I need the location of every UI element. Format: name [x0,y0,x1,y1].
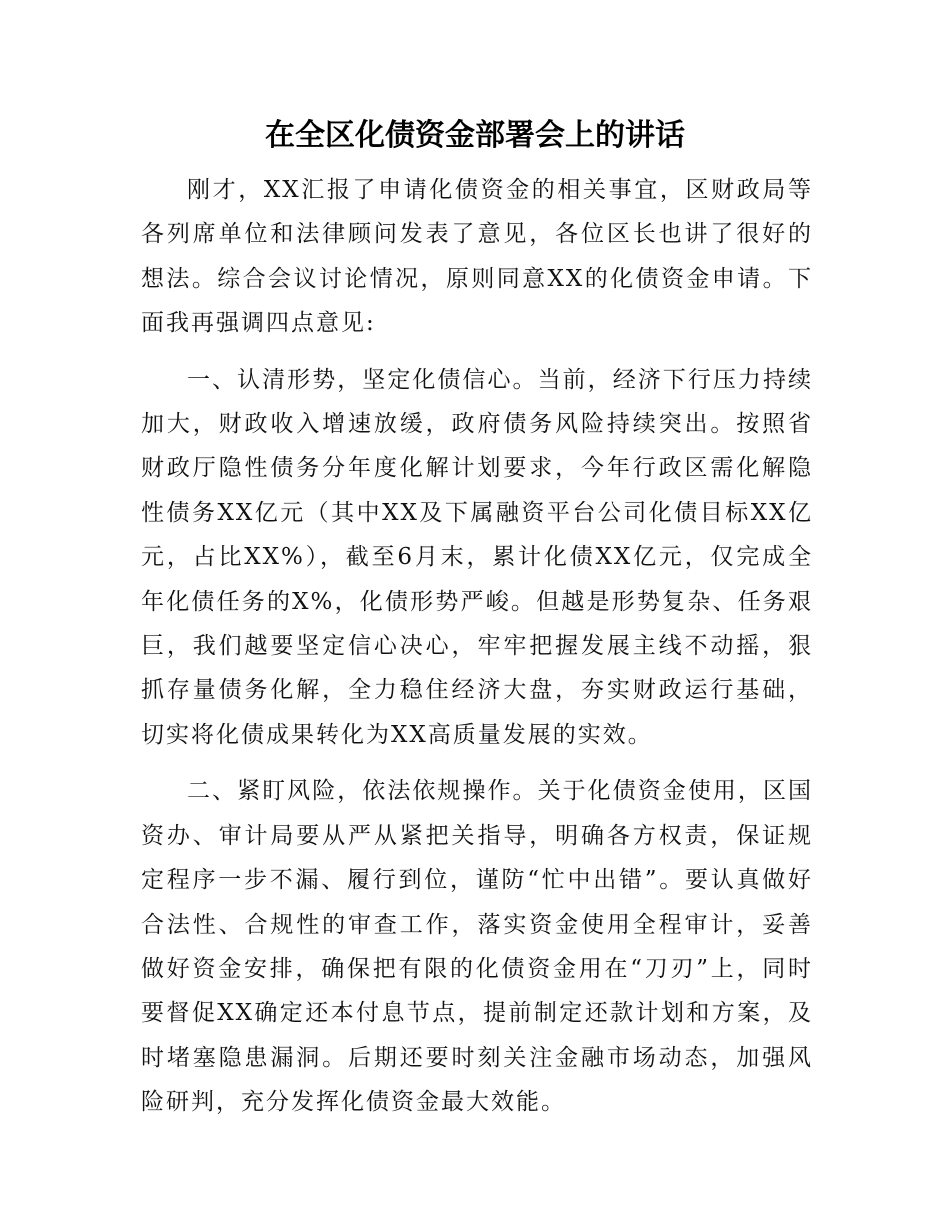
paragraph-intro: 刚才，XX汇报了申请化债资金的相关事宜，区财政局等各列席单位和法律顾问发表了意见，各位区长也讲了很好的想法。综合会议讨论情况，原则同意XX的化债资金申请。下面我再强调四点意见: [141,177,813,337]
document-body [141,168,813,1137]
paragraph-point-one: 一、认清形势，坚定化债信心。当前，经济下行压力持续加大，财政收入增速放缓，政府债务风险持续突出。按照省财政厅隐性债务分年度化解计划要求，今年行政区需化解隐性债务XX亿元（其中XX及下属融资平台公司化债目标XX亿元，占比XX%），截至6月末，累计化债XX亿元，仅完成全年化债任务的X%，化债形势严峻。但越是形势复杂、任务艰巨，我们越要坚定信心决心，牢牢把握发展主线不动摇，狠抓存量债务化解，全力稳住经济大盘，夯实财政运行基础，切实将化债成果转化为XX高质量发展的实效。 [141,366,813,748]
paragraph-point-two: 二、紧盯风险，依法依规操作。关于化债资金使用，区国资办、审计局要从严从紧把关指导，明确各方权责，保证规定程序一步不漏、履行到位，谨防“忙中出错”。要认真做好合法性、合规性的审查工作，落实资金使用全程审计，妥善做好资金安排，确保把有限的化债资金用在“刀刃”上，同时要督促XX确定还本付息节点，提前制定还款计划和方案，及时堵塞隐患漏洞。后期还要时刻关注金融市场动态，加强风险研判，充分发挥化债资金最大效能。 [141,778,813,1116]
document-title: 在全区化债资金部署会上的讲话 [265,118,685,153]
